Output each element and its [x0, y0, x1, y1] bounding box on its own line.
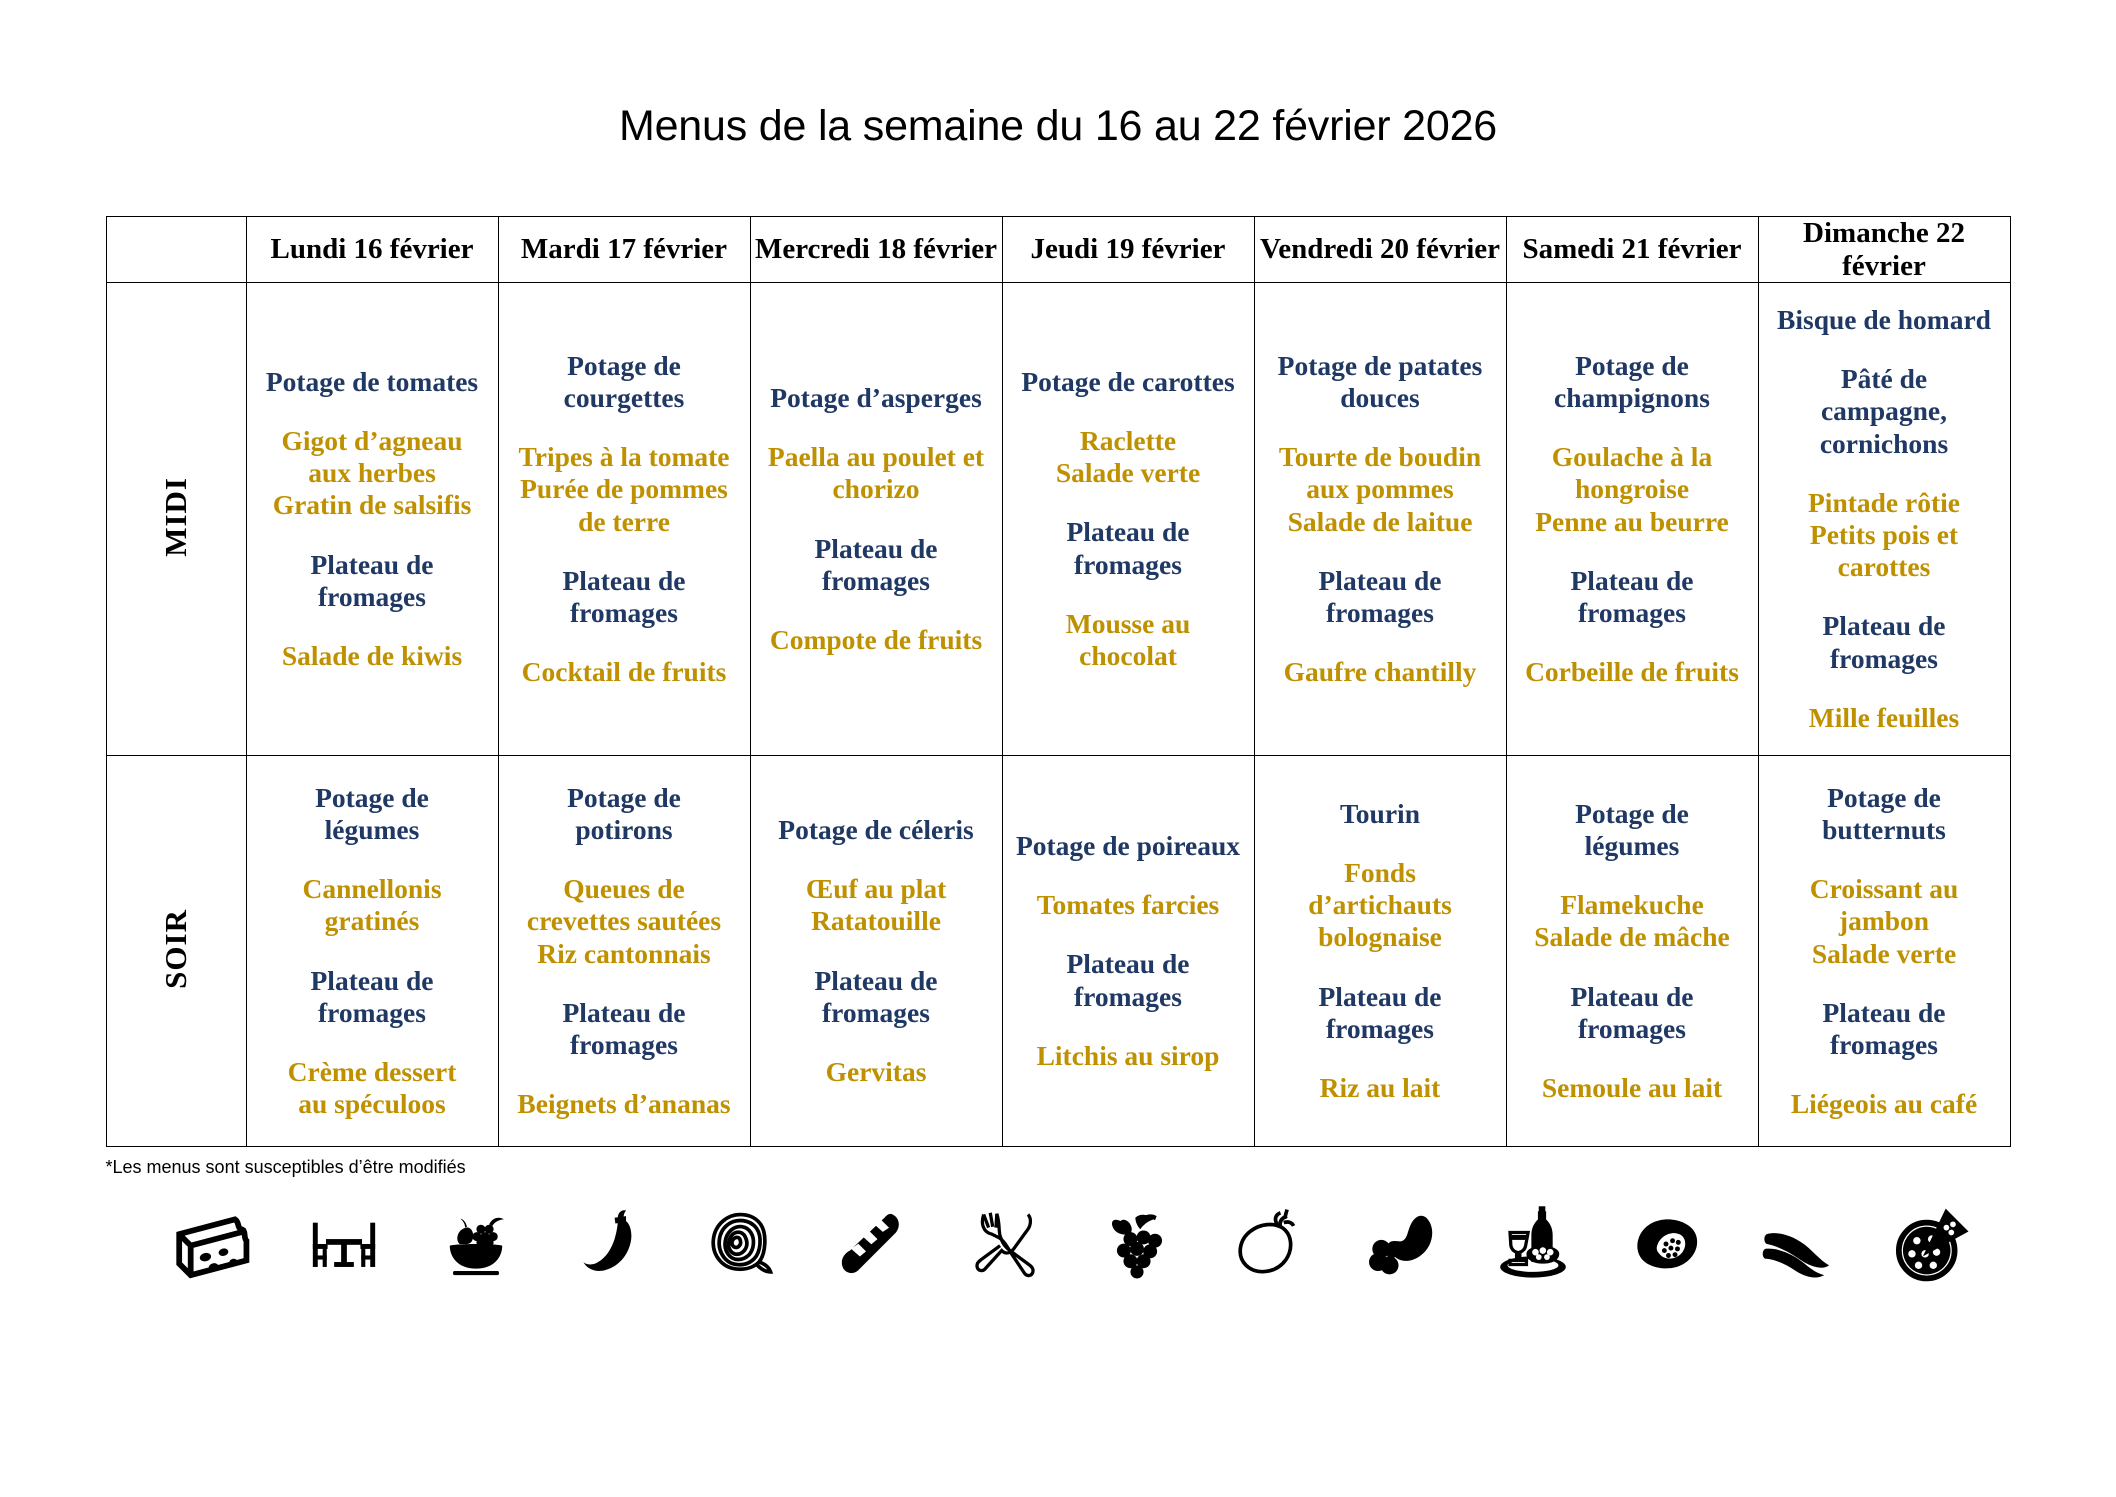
menu-item-line: Mille feuilles [1808, 701, 1960, 733]
menu-item-line: Salade verte [1055, 457, 1201, 489]
menu-item-group [1284, 656, 1477, 688]
menu-item-group [1056, 425, 1200, 489]
day-header-lundi: Lundi 16 février [246, 217, 498, 283]
menu-item-line: jambon [1838, 905, 1930, 937]
menu-item-line: Tomates farcies [1036, 889, 1220, 921]
menu-cell-midi-mardi [498, 283, 750, 756]
menu-item-line: campagne, [1820, 395, 1948, 427]
menu-item-line: courgettes [563, 381, 685, 413]
menu-item-group [315, 782, 429, 846]
menu-item-line: chorizo [832, 473, 920, 505]
menu-item-group [770, 382, 982, 414]
menu-item-group [1021, 366, 1234, 398]
day-header-mercredi: Mercredi 18 février [750, 217, 1002, 283]
menu-item-line: Potage de poireaux [1015, 830, 1241, 862]
menu-item-line: Salade de laitue [1287, 505, 1473, 537]
menu-item-group [1534, 889, 1730, 953]
menu-item-line: légumes [324, 813, 420, 845]
menu-item-line: Potage de [1575, 797, 1689, 829]
menu-item-group [1016, 830, 1240, 862]
menu-item-line: Potage de [1827, 781, 1941, 813]
menu-item-line: au spéculoos [298, 1088, 446, 1120]
menu-item-group [266, 366, 478, 398]
menu-item-group [815, 533, 938, 597]
menu-item-line: fromages [318, 996, 426, 1028]
menu-table-container [106, 148, 2011, 1147]
menu-cell-midi-vendredi [1254, 283, 1506, 756]
menu-item-line: Goulache à la [1551, 441, 1713, 473]
menu-item-group [1319, 565, 1442, 629]
menu-item-line: Potage de patates [1277, 349, 1483, 381]
menu-item-line: Compote de fruits [769, 623, 983, 655]
day-header-dimanche: Dimanche 22 février [1758, 217, 2010, 283]
menu-item-line: fromages [1326, 596, 1434, 628]
menu-item-line: fromages [1578, 596, 1686, 628]
menu-item-line: de terre [578, 505, 670, 537]
row-label-midi-cell [106, 283, 246, 756]
menu-item-group [1791, 1088, 1977, 1120]
menu-cell-soir-dimanche [1758, 756, 2010, 1147]
menu-item-line: Queues de [563, 873, 685, 905]
menu-item-line: Litchis au sirop [1036, 1039, 1220, 1071]
menu-item-line: Salade verte [1811, 937, 1957, 969]
menu-item-line: Potage de [1575, 349, 1689, 381]
baguette-icon [832, 1203, 914, 1285]
menu-item-group [1542, 1072, 1722, 1104]
menu-item-line: Salade de mâche [1534, 921, 1730, 953]
menu-item-group [1066, 608, 1191, 672]
menu-item-group [1820, 363, 1948, 460]
menu-item-line: Pâté de [1840, 363, 1928, 395]
menu-item-group [768, 441, 984, 505]
menu-cell-soir-jeudi [1002, 756, 1254, 1147]
menu-item-line: Corbeille de fruits [1525, 656, 1739, 688]
menu-item-group [288, 1056, 457, 1120]
menu-item-group [311, 549, 434, 613]
menu-item-group [1822, 782, 1946, 846]
menu-item-line: Salade de kiwis [281, 639, 463, 671]
menu-item-line: champignons [1554, 381, 1710, 413]
menu-item-line: Penne au beurre [1535, 505, 1729, 537]
menu-item-line: aux herbes [308, 457, 436, 489]
menu-item-group [563, 565, 686, 629]
table-and-chairs-icon [303, 1203, 385, 1285]
menu-item-group [770, 624, 982, 656]
menu-item-line: hongroise [1574, 473, 1690, 505]
menu-item-group [522, 656, 727, 688]
table-row-midi [106, 283, 2010, 756]
page-title: Menus de la semaine du 16 au 22 février 2026 [618, 102, 1498, 150]
menu-item-line: fromages [1830, 1028, 1938, 1060]
fork-and-knife-icon [964, 1203, 1046, 1285]
menu-item-group [1037, 889, 1220, 921]
menu-item-line: douces [1340, 381, 1420, 413]
menu-item-line: Fonds [1344, 857, 1416, 889]
menu-cell-soir-mercredi [750, 756, 1002, 1147]
menu-item-line: Potage de [567, 349, 681, 381]
table-row-soir [106, 756, 2010, 1147]
menu-item-line: gratinés [324, 905, 420, 937]
menu-item-group [1320, 1072, 1441, 1104]
menu-item-line: Crème dessert [287, 1055, 457, 1087]
fruit-bowl-icon [435, 1203, 517, 1285]
menu-item-group [815, 965, 938, 1029]
menu-item-line: Mousse au [1065, 607, 1191, 639]
menu-item-line: cornichons [1819, 427, 1949, 459]
menu-item-line: potirons [575, 813, 673, 845]
menu-item-group [563, 997, 686, 1061]
table-header-row [106, 217, 2010, 283]
food-icon-strip [113, 1179, 2003, 1285]
menu-item-line: fromages [1074, 980, 1182, 1012]
menu-item-group [302, 873, 441, 937]
menu-item-line: butternuts [1822, 813, 1946, 845]
menu-item-line: fromages [822, 996, 930, 1028]
menu-item-line: Raclette [1079, 425, 1177, 457]
menu-item-line: Paella au poulet et [767, 441, 985, 473]
menu-item-line: Potage de céleris [778, 813, 974, 845]
menu-item-line: d’artichauts [1308, 889, 1452, 921]
menu-item-group [1823, 610, 1946, 674]
menu-item-group [567, 782, 681, 846]
menu-item-line: Gervitas [825, 1055, 927, 1087]
menu-item-line: fromages [570, 596, 678, 628]
menu-item-group [1808, 487, 1960, 584]
menu-item-group [1037, 1040, 1220, 1072]
menu-item-line: fromages [1830, 642, 1938, 674]
menu-item-group [1777, 304, 1991, 336]
menu-item-group [1823, 997, 1946, 1061]
menu-item-group [1571, 981, 1694, 1045]
menu-item-group [527, 873, 721, 970]
menu-item-line: Riz cantonnais [537, 937, 711, 969]
menu-item-line: Gratin de salsifis [272, 489, 472, 521]
menu-item-line: Cannellonis [302, 873, 442, 905]
menu-item-group [311, 965, 434, 1029]
menu-cell-midi-dimanche [1758, 283, 2010, 756]
menu-item-line: Petits pois et [1809, 519, 1959, 550]
menu-item-line: crevettes sautées [526, 905, 722, 937]
menu-item-line: Tourin [1339, 797, 1420, 829]
menu-item-group [1278, 350, 1483, 414]
menu-item-line: Pintade rôtie [1808, 486, 1960, 518]
menu-item-line: Plateau de [562, 564, 686, 596]
bananas-icon [1757, 1203, 1839, 1285]
papaya-icon [1625, 1203, 1707, 1285]
menu-item-line: aux pommes [1306, 473, 1454, 505]
menu-item-group [1575, 798, 1689, 862]
menu-item-group [1571, 565, 1694, 629]
day-header-jeudi: Jeudi 19 février [1002, 217, 1254, 283]
menu-item-line: Semoule au lait [1541, 1071, 1723, 1103]
menu-item-group [1067, 516, 1190, 580]
menu-item-line: Potage de tomates [265, 365, 479, 397]
grapes-icon [1096, 1203, 1178, 1285]
menu-item-line: Liégeois au café [1790, 1088, 1978, 1120]
menu-item-group [1308, 857, 1452, 954]
menu-item-line: Œuf au plat [805, 873, 947, 905]
menu-item-group [778, 814, 973, 846]
menu-item-line: chocolat [1079, 639, 1177, 671]
menu-item-line: fromages [822, 564, 930, 596]
menu-item-line: Plateau de [1318, 980, 1442, 1012]
menu-cell-soir-vendredi [1254, 756, 1506, 1147]
wine-and-tapas-icon [1492, 1203, 1574, 1285]
menu-item-line: Tripes à la tomate [518, 441, 730, 473]
menu-item-line: Plateau de [1066, 516, 1190, 548]
day-header-vendredi: Vendredi 20 février [1254, 217, 1506, 283]
row-label-soir-cell [106, 756, 246, 1147]
menu-item-line: Ratatouille [811, 905, 941, 937]
menu-item-group [1279, 441, 1481, 538]
pizza-icon [1889, 1203, 1971, 1285]
menu-item-group [826, 1056, 927, 1088]
menu-item-group [1340, 798, 1420, 830]
menu-item-group [518, 441, 729, 538]
menu-cell-midi-mercredi [750, 283, 1002, 756]
menu-item-group [517, 1088, 730, 1120]
menu-item-line: Purée de pommes [520, 473, 728, 505]
menu-item-line: Riz au lait [1319, 1071, 1441, 1103]
menu-item-line: Gigot d’agneau [281, 425, 463, 457]
menu-cell-soir-samedi [1506, 756, 1758, 1147]
menu-item-line: bolognaise [1318, 921, 1442, 953]
menu-item-line: Plateau de [1318, 564, 1442, 596]
menu-item-line: Beignets d’ananas [517, 1088, 731, 1120]
weekly-menu-table [106, 216, 2011, 1147]
menu-item-line: Croissant au [1809, 873, 1959, 905]
chili-pepper-icon [567, 1203, 649, 1285]
menu-item-line: Potage d’asperges [770, 381, 982, 413]
menu-cell-soir-lundi [246, 756, 498, 1147]
menu-item-group [806, 873, 947, 937]
menu-item-line: Plateau de [1570, 564, 1694, 596]
menu-item-line: Potage de [315, 781, 429, 813]
row-label-midi: MIDI [158, 476, 193, 557]
menu-item-group [1554, 350, 1710, 414]
menu-item-line: Plateau de [814, 532, 938, 564]
menu-item-group [1809, 702, 1959, 734]
menu-item-line: Flamekuche [1560, 889, 1704, 921]
menu-item-line: Plateau de [1066, 948, 1190, 980]
menu-item-group [1810, 873, 1958, 970]
menu-item-line: Plateau de [310, 964, 434, 996]
menu-item-group [1319, 981, 1442, 1045]
menu-item-line: Bisque de homard [1777, 304, 1991, 336]
menu-item-group [1067, 948, 1190, 1012]
cheese-wedge-icon [171, 1203, 253, 1285]
menu-item-line: fromages [1326, 1012, 1434, 1044]
menu-item-line: Tourte de boudin [1278, 441, 1482, 473]
menu-item-line: fromages [1578, 1012, 1686, 1044]
menu-item-line: fromages [1074, 548, 1182, 580]
menu-item-line: Plateau de [562, 996, 686, 1028]
menu-disclaimer-footnote: *Les menus sont susceptibles d’être modifiés [105, 1157, 466, 1177]
menu-item-line: Plateau de [310, 548, 434, 580]
menu-item-line: Potage de carottes [1021, 365, 1235, 397]
menu-item-line: légumes [1584, 830, 1680, 862]
menu-item-line: Plateau de [1570, 980, 1694, 1012]
onion-half-icon [700, 1203, 782, 1285]
menu-item-group [1525, 656, 1739, 688]
day-header-samedi: Samedi 21 février [1506, 217, 1758, 283]
menu-item-line: fromages [318, 580, 426, 612]
menu-item-line: Plateau de [1822, 610, 1946, 642]
menu-item-line: Cocktail de fruits [521, 656, 727, 688]
day-header-mardi: Mardi 17 février [498, 217, 750, 283]
menu-cell-soir-mardi [498, 756, 750, 1147]
menu-item-line: Potage de [567, 781, 681, 813]
menu-item-group [564, 350, 685, 414]
menu-item-line: Plateau de [814, 964, 938, 996]
menu-cell-midi-samedi [1506, 283, 1758, 756]
table-corner-cell [106, 217, 246, 283]
menu-item-group [282, 640, 462, 672]
menu-cell-midi-jeudi [1002, 283, 1254, 756]
menu-item-group [1535, 441, 1729, 538]
menu-item-line: carottes [1837, 551, 1931, 583]
row-label-soir: SOIR [158, 908, 193, 989]
menu-cell-midi-lundi [246, 283, 498, 756]
menu-item-line: Plateau de [1822, 996, 1946, 1028]
chicken-drumstick-icon [1360, 1203, 1442, 1285]
eggplant-icon [1228, 1203, 1310, 1285]
menu-item-group [273, 425, 472, 522]
menu-item-line: fromages [570, 1028, 678, 1060]
menu-item-line: Gaufre chantilly [1283, 656, 1477, 688]
